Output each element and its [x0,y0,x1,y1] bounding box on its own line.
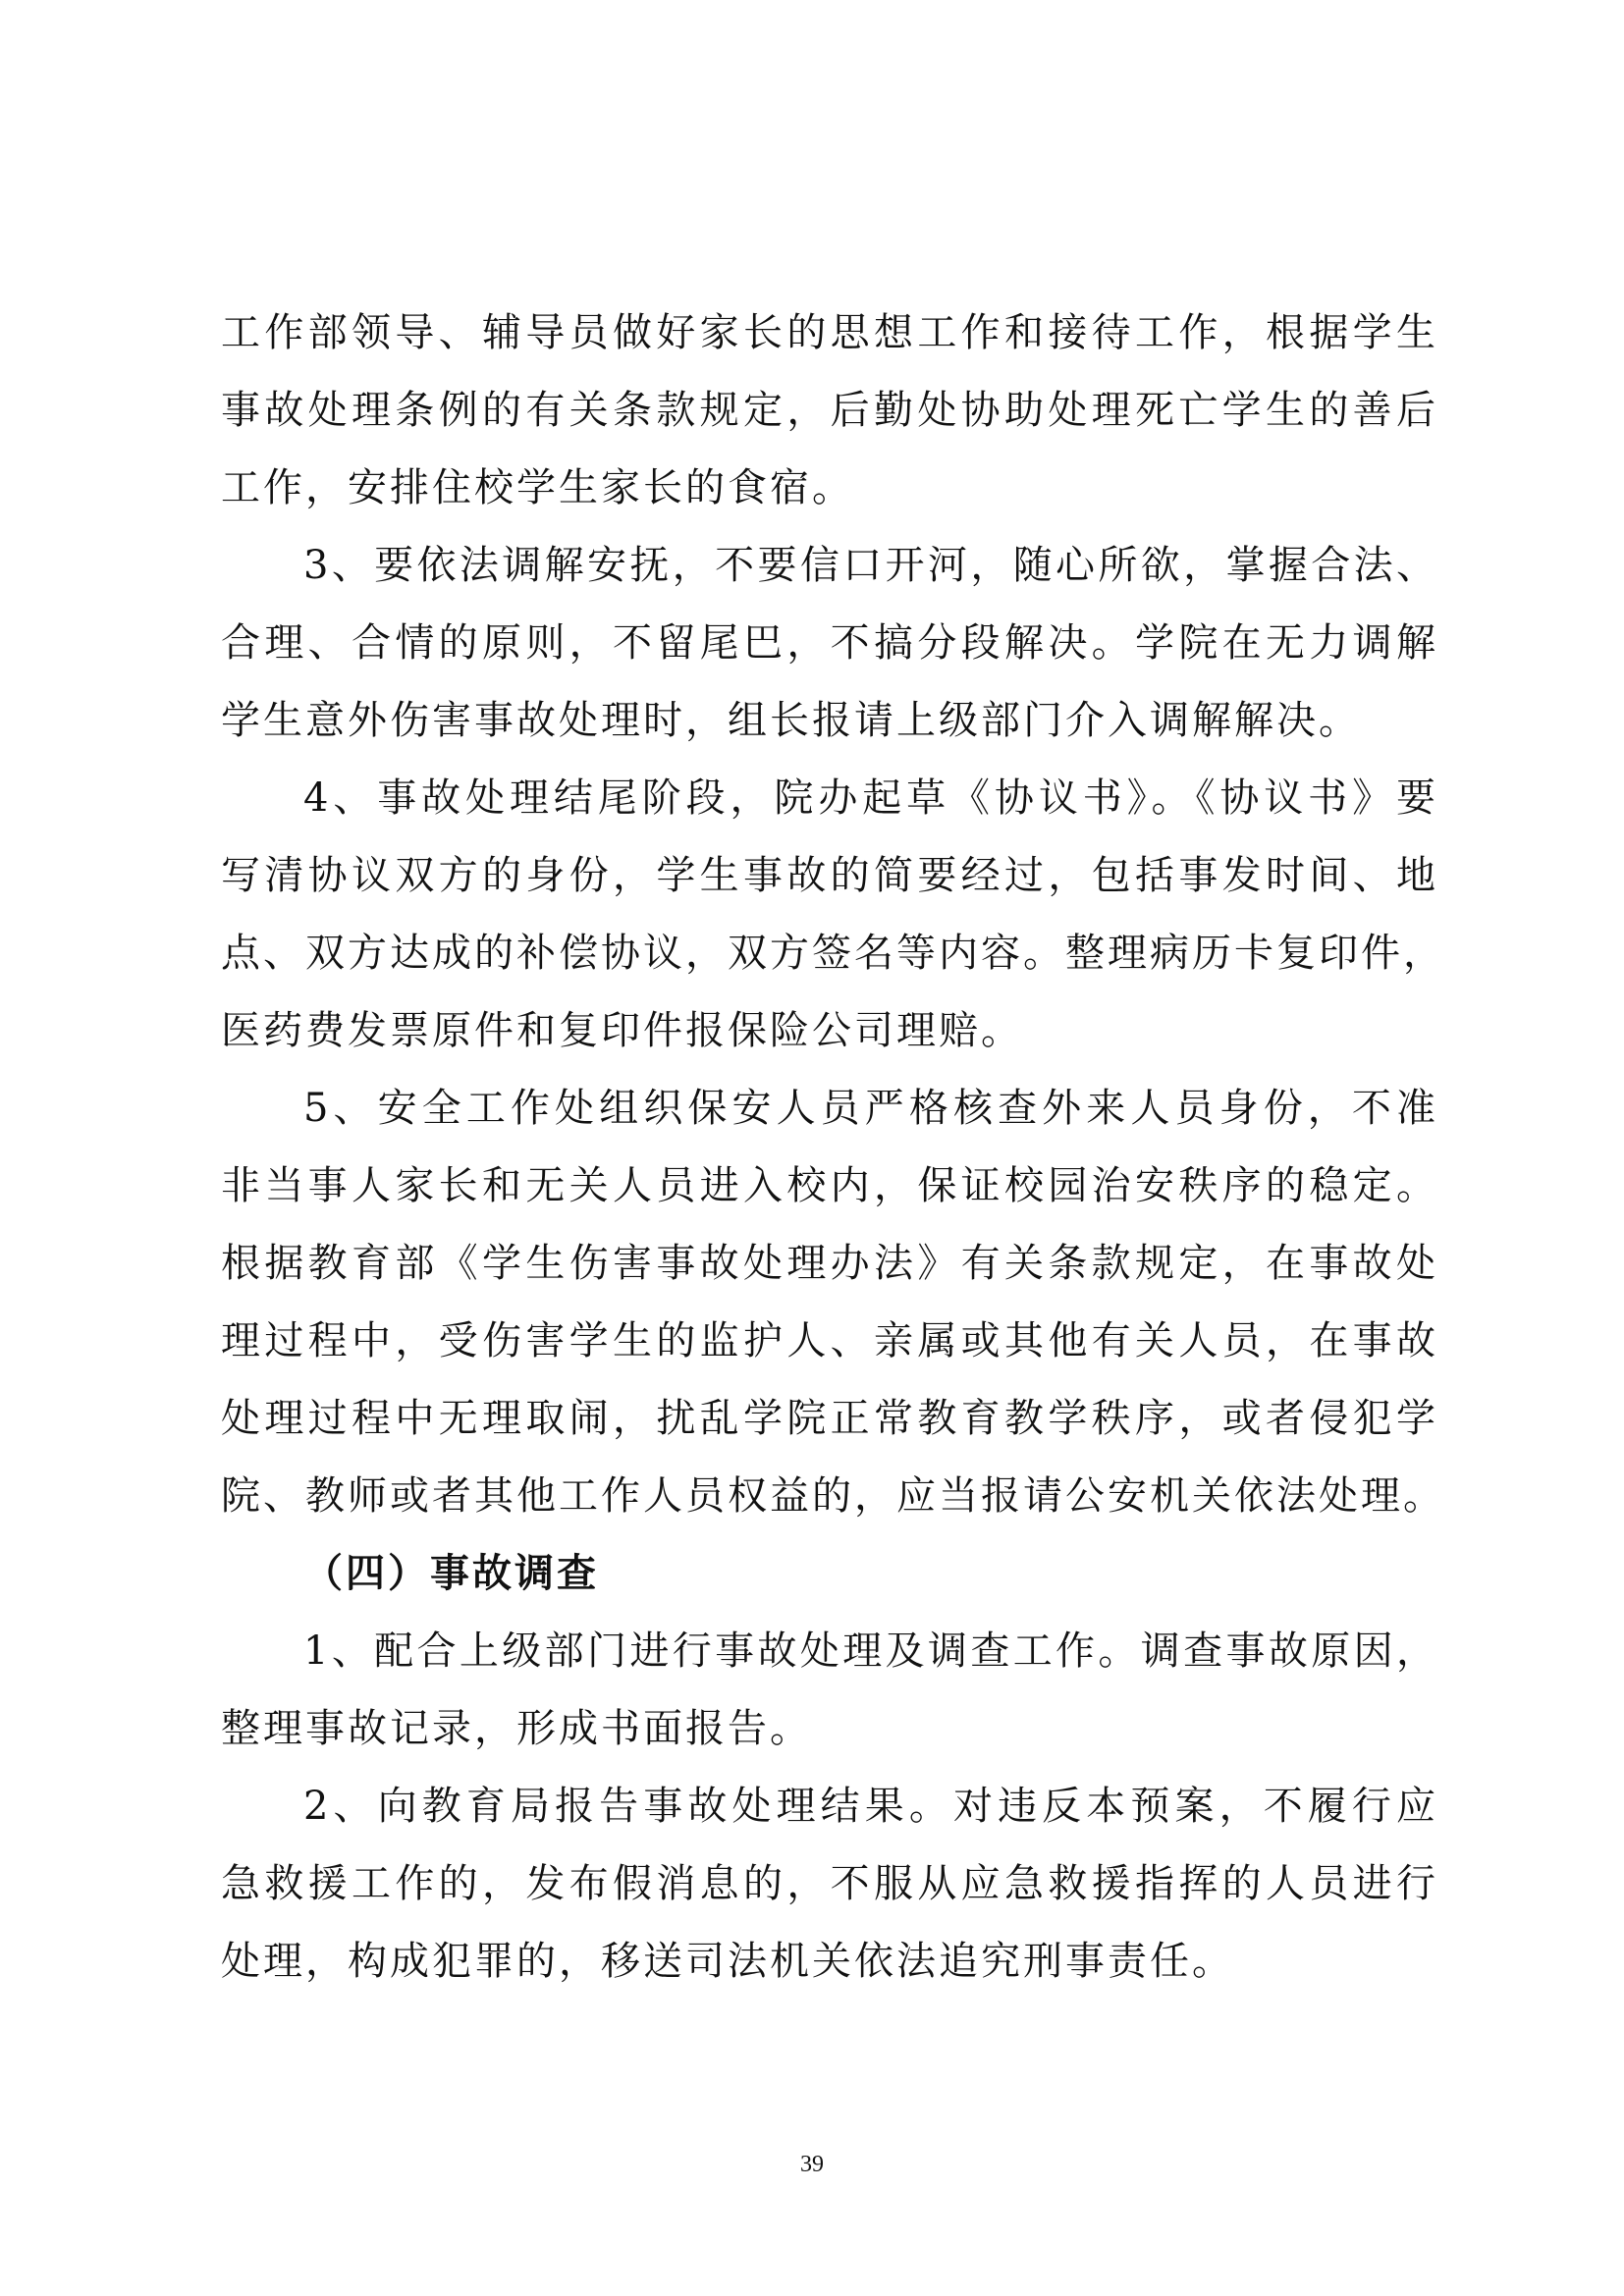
text-line: 写清协议双方的身份，学生事故的简要经过，包括事发时间、地 [221,853,1438,898]
text-line: 3、要依法调解安抚，不要信口开河，随心所欲，掌握合法、 [303,543,1438,588]
text-line: 处理过程中无理取闹，扰乱学院正常教育教学秩序，或者侵犯学 [221,1396,1438,1441]
text-line: 根据教育部《学生伤害事故处理办法》有关条款规定，在事故处 [221,1241,1438,1286]
text-line: 处理，构成犯罪的，移送司法机关依法追究刑事责任。 [221,1939,1234,1984]
text-line: 理过程中，受伤害学生的监护人、亲属或其他有关人员，在事故 [221,1318,1438,1363]
text-line: 事故处理条例的有关条款规定，后勤处协助处理死亡学生的善后 [221,388,1438,433]
text-line: 4、事故处理结尾阶段，院办起草《协议书》。《协议书》要 [303,775,1438,821]
text-line: 1、配合上级部门进行事故处理及调查工作。调查事故原因， [303,1629,1438,1674]
text-line: 整理事故记录，形成书面报告。 [221,1706,812,1751]
section-heading: （四）事故调查 [303,1551,599,1596]
text-line: 点、双方达成的补偿协议，双方签名等内容。整理病历卡复印件， [221,931,1445,976]
text-line: 合理、合情的原则，不留尾巴，不搞分段解决。学院在无力调解 [221,620,1438,666]
text-line: 工作，安排住校学生家长的食宿。 [221,465,854,510]
text-line: 非当事人家长和无关人员进入校内，保证校园治安秩序的稳定。 [221,1163,1438,1208]
page-number: 39 [800,2152,824,2177]
text-line: 急救援工作的，发布假消息的，不服从应急救援指挥的人员进行 [221,1861,1438,1906]
body-text [221,294,1445,2001]
text-line: 工作部领导、辅导员做好家长的思想工作和接待工作，根据学生 [221,310,1438,355]
text-line: 5、安全工作处组织保安人员严格核查外来人员身份，不准 [303,1086,1438,1131]
text-line: 2、向教育局报告事故处理结果。对违反本预案，不履行应 [303,1784,1438,1829]
text-line: 医药费发票原件和复印件报保险公司理赔。 [221,1008,1023,1053]
text-line: 院、教师或者其他工作人员权益的，应当报请公安机关依法处理。 [221,1473,1445,1519]
text-line: 学生意外伤害事故处理时，组长报请上级部门介入调解解决。 [221,698,1361,743]
